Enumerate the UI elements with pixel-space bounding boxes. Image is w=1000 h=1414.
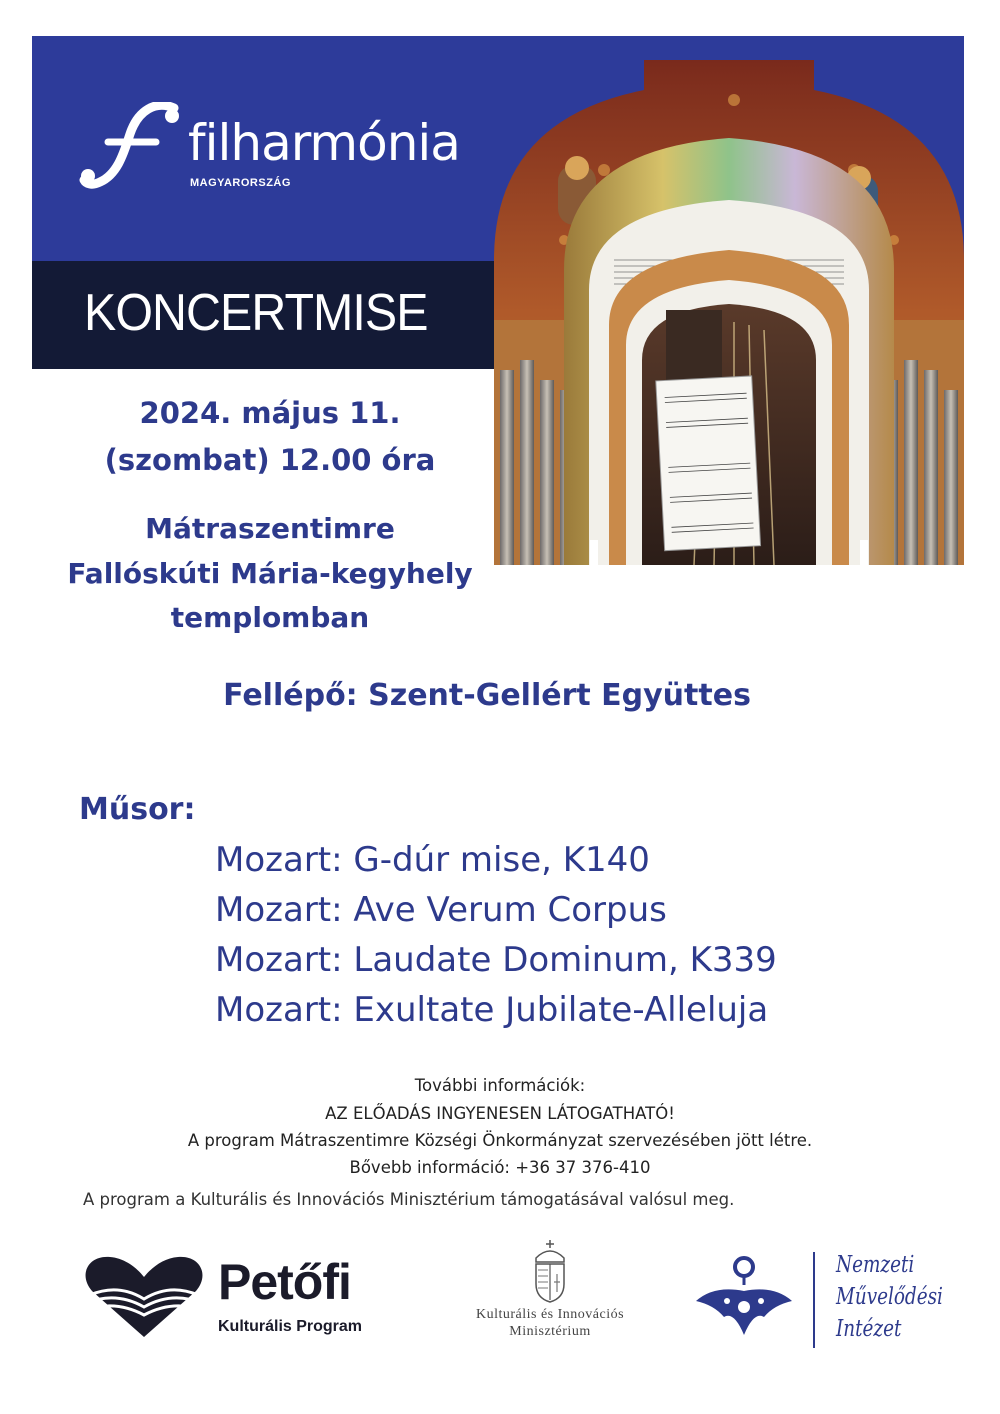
- nmi-divider: [813, 1252, 815, 1348]
- heart-book-icon: [82, 1255, 206, 1339]
- program-item: Mozart: Exultate Jubilate-Alleluja: [215, 990, 769, 1030]
- venue-line: templomban: [170, 601, 370, 634]
- program-item: Mozart: Laudate Dominum, K339: [215, 940, 777, 980]
- petofi-logo-subtitle: Kulturális Program: [218, 1318, 363, 1335]
- church-organ-image: [494, 60, 964, 565]
- brand-subtitle: MAGYARORSZÁG: [190, 177, 291, 189]
- nmi-ornament-icon: [694, 1255, 794, 1341]
- venue-line: Mátraszentimre: [145, 512, 395, 545]
- ministry-name: Minisztérium: [509, 1324, 591, 1339]
- info-line: A program Mátraszentimre Községi Önkormányzat szervezésében jött létre.: [187, 1131, 813, 1150]
- nmi-logo-text: Nemzeti: [836, 1252, 915, 1278]
- info-line: További információk:: [414, 1076, 586, 1095]
- nmi-logo-text: Intézet: [836, 1316, 902, 1342]
- program-heading: Műsor:: [79, 792, 196, 827]
- coat-of-arms-icon: [530, 1238, 570, 1304]
- program-item: Mozart: Ave Verum Corpus: [215, 890, 667, 930]
- info-line: Bővebb információ: +36 37 376-410: [349, 1158, 651, 1177]
- page-title: KONCERTMISE: [84, 284, 428, 342]
- ministry-name: Kulturális és Innovációs: [475, 1307, 625, 1322]
- brand-name: filharmónia: [188, 114, 460, 172]
- venue-line: Fallóskúti Mária-kegyhely: [67, 557, 473, 590]
- event-time: (szombat) 12.00 óra: [104, 443, 436, 477]
- event-date: 2024. május 11.: [139, 396, 401, 430]
- program-item: Mozart: G-dúr mise, K140: [215, 840, 650, 880]
- performer: Fellépő: Szent-Gellért Együttes: [223, 678, 751, 713]
- support-note: A program a Kulturális és Innovációs Minisztérium támogatásával valósul meg.: [83, 1190, 735, 1209]
- petofi-logo-text: Petőfi: [218, 1254, 351, 1310]
- info-line: AZ ELŐADÁS INGYENESEN LÁTOGATHATÓ!: [325, 1104, 675, 1123]
- filharmonia-f-icon: [78, 102, 182, 190]
- nmi-logo-text: Művelődési: [836, 1284, 943, 1310]
